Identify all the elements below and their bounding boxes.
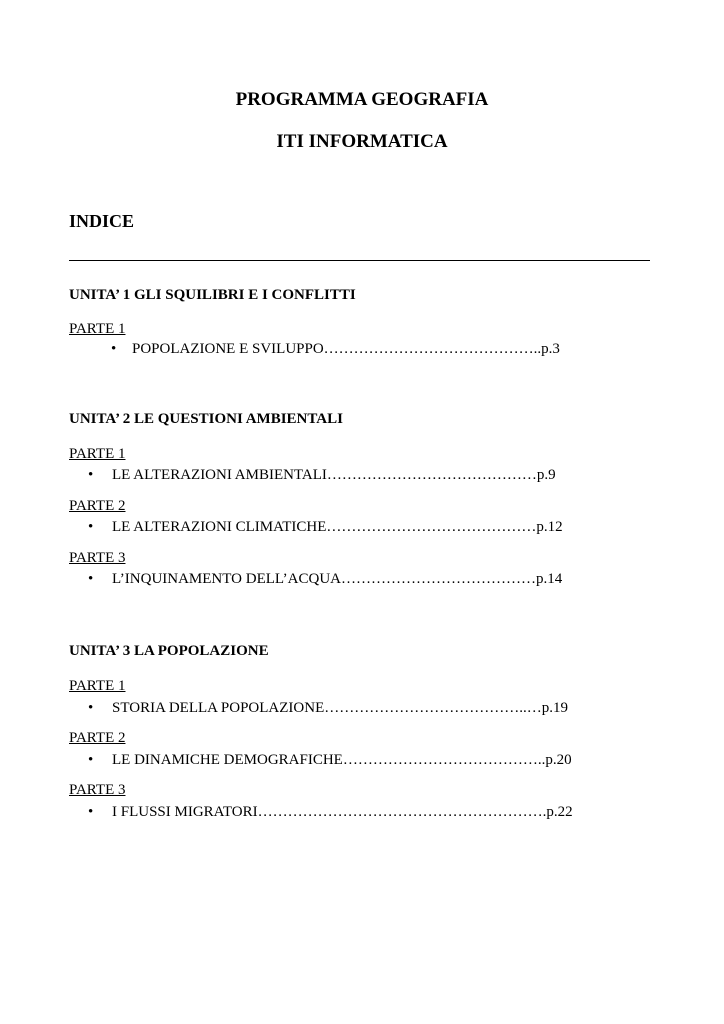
toc-entry [88, 467, 556, 484]
unit-heading: UNITA’ 1 GLI SQUILIBRI E I CONFLITTI [69, 287, 356, 303]
toc-entry-text: STORIA DELLA POPOLAZIONE…………………………………..…p.19 [112, 700, 568, 716]
toc-entry [88, 571, 562, 588]
toc-entry [88, 804, 573, 821]
part-label: PARTE 3 [69, 550, 126, 566]
toc-entry [111, 341, 560, 358]
bullet-icon: • [88, 519, 94, 535]
part-label: PARTE 2 [69, 730, 126, 746]
part-label: PARTE 1 [69, 678, 126, 694]
document-title: PROGRAMMA GEOGRAFIA [235, 89, 489, 110]
toc-entry-text: L’INQUINAMENTO DELL’ACQUA…………………………………p.14 [112, 571, 563, 587]
unit-heading: UNITA’ 3 LA POPOLAZIONE [69, 643, 269, 659]
bullet-icon: • [88, 700, 94, 716]
toc-entry [88, 752, 572, 769]
toc-entry-text: LE ALTERAZIONI CLIMATICHE……………………………………p.12 [112, 519, 563, 535]
part-label: PARTE 2 [69, 498, 126, 514]
bullet-icon: • [111, 341, 117, 357]
toc-entry-text: I FLUSSI MIGRATORI………………………………………………….p.22 [112, 804, 573, 820]
document-subtitle: ITI INFORMATICA [276, 131, 448, 152]
toc-entry-text: LE DINAMICHE DEMOGRAFICHE…………………………………..p.20 [112, 752, 572, 768]
index-heading: INDICE [69, 211, 135, 231]
toc-entry [88, 519, 563, 536]
toc-entry-text: POPOLAZIONE E SVILUPPO……………………………………..p.3 [132, 341, 560, 357]
bullet-icon: • [88, 804, 94, 820]
toc-entry-text: LE ALTERAZIONI AMBIENTALI……………………………………p.9 [112, 467, 556, 483]
bullet-icon: • [88, 752, 94, 768]
part-label: PARTE 3 [69, 782, 126, 798]
bullet-icon: • [88, 571, 94, 587]
bullet-icon: • [88, 467, 94, 483]
part-label: PARTE 1 [69, 321, 126, 337]
toc-entry [88, 700, 568, 717]
horizontal-rule [69, 260, 650, 261]
part-label: PARTE 1 [69, 446, 126, 462]
unit-heading: UNITA’ 2 LE QUESTIONI AMBIENTALI [69, 411, 343, 427]
